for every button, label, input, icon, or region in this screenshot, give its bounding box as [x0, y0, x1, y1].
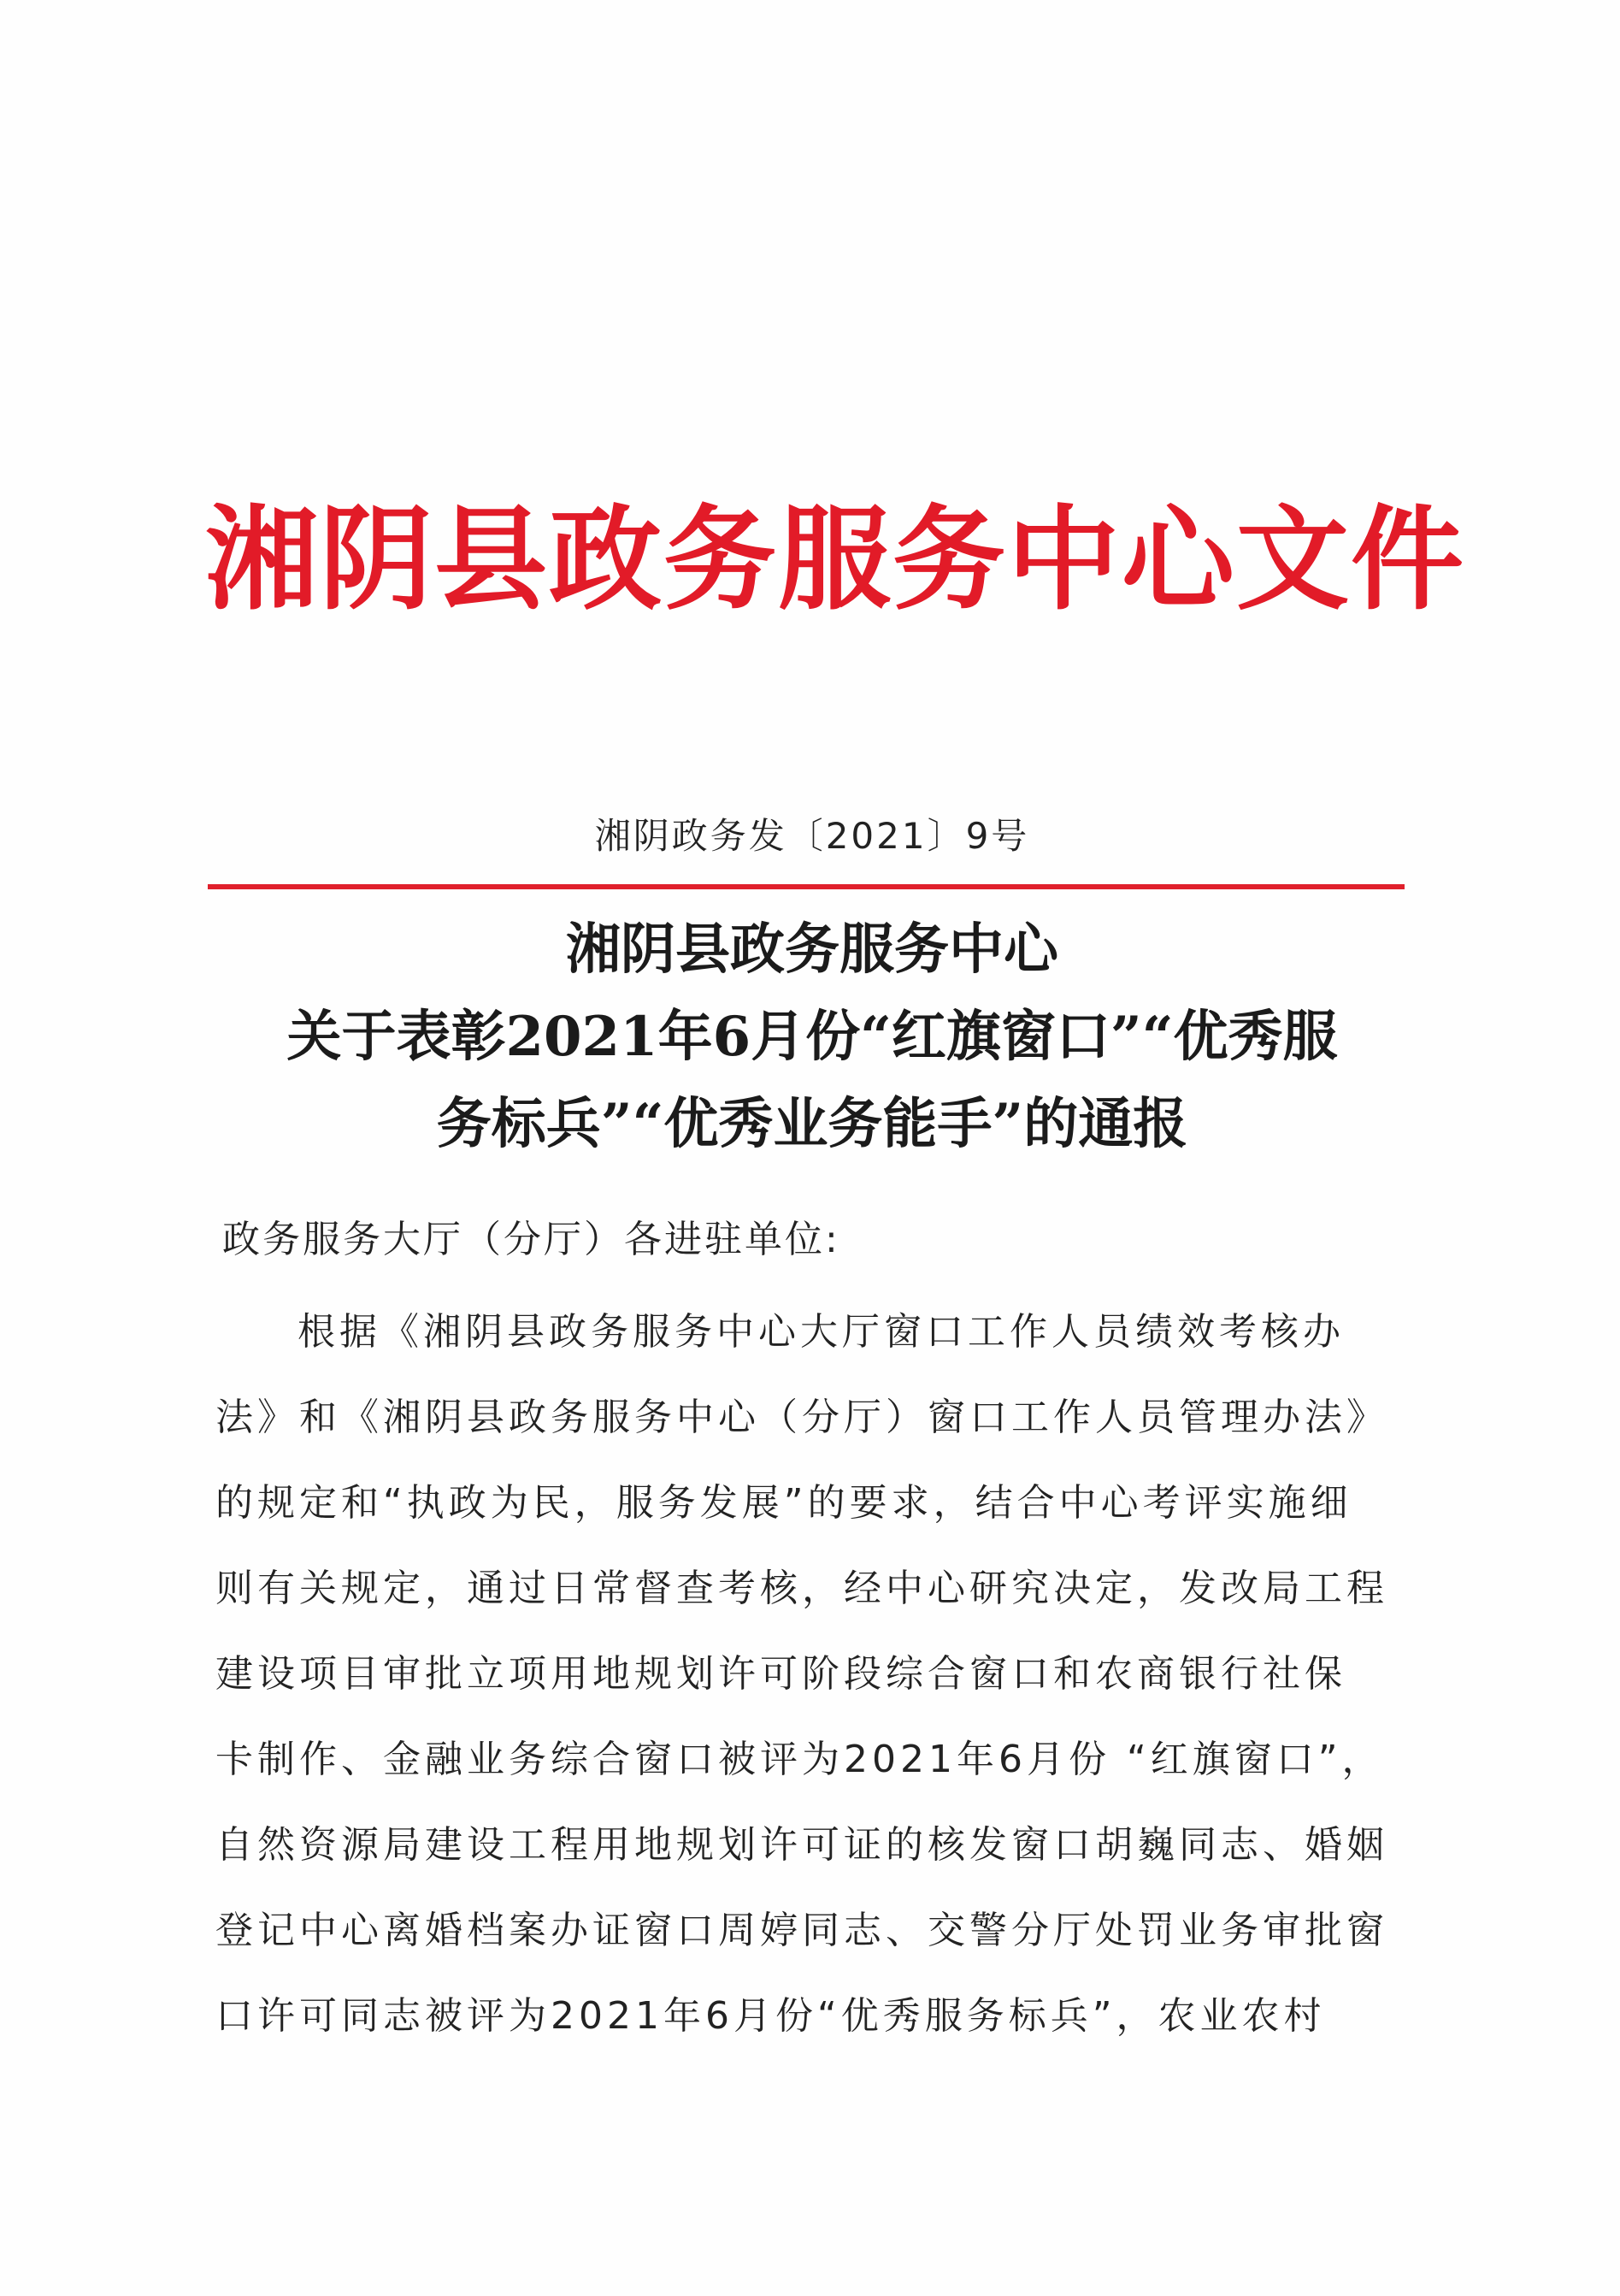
body-line: 则有关规定，通过日常督查考核，经中心研究决定，发改局工程: [215, 1567, 1388, 1610]
body-line: 卡制作、金融业务综合窗口被评为2021年6月份 “红旗窗口”，: [215, 1738, 1384, 1781]
body-line: 口许可同志被评为2021年6月份“优秀服务标兵”，农业农村: [215, 1994, 1326, 2038]
body-line: 登记中心离婚档案办证窗口周婷同志、交警分厅处罚业务审批窗: [215, 1909, 1388, 1952]
red-divider-line: [208, 884, 1405, 889]
body-paragraph: [215, 1290, 1464, 2059]
body-line: 法》和《湘阴县政务服务中心（分厅）窗口工作人员管理办法》: [215, 1396, 1388, 1439]
body-line: 根据《湘阴县政务服务中心大厅窗口工作人员绩效考核办: [297, 1310, 1345, 1354]
notice-title-line: 务标兵”“优秀业务能手”的通报: [436, 1092, 1188, 1156]
body-line: 的规定和“执政为民，服务发展”的要求，结合中心考评实施细: [215, 1481, 1352, 1525]
salutation: 政务服务大厅（分厅）各进驻单位:: [222, 1218, 840, 1261]
notice-title-line: 关于表彰2021年6月份“红旗窗口”“优秀服: [286, 1005, 1338, 1069]
document-number: 湘阴政务发〔2021〕9号: [594, 815, 1030, 857]
document-header-title: 湘阴县政务服务中心文件: [205, 493, 1465, 626]
body-line: 建设项目审批立项用地规划许可阶段综合窗口和农商银行社保: [215, 1652, 1346, 1696]
notice-title: [171, 906, 1453, 1168]
body-line: 自然资源局建设工程用地规划许可证的核发窗口胡巍同志、婚姻: [215, 1823, 1388, 1867]
notice-title-line: 湘阴县政务服务中心: [566, 918, 1058, 982]
